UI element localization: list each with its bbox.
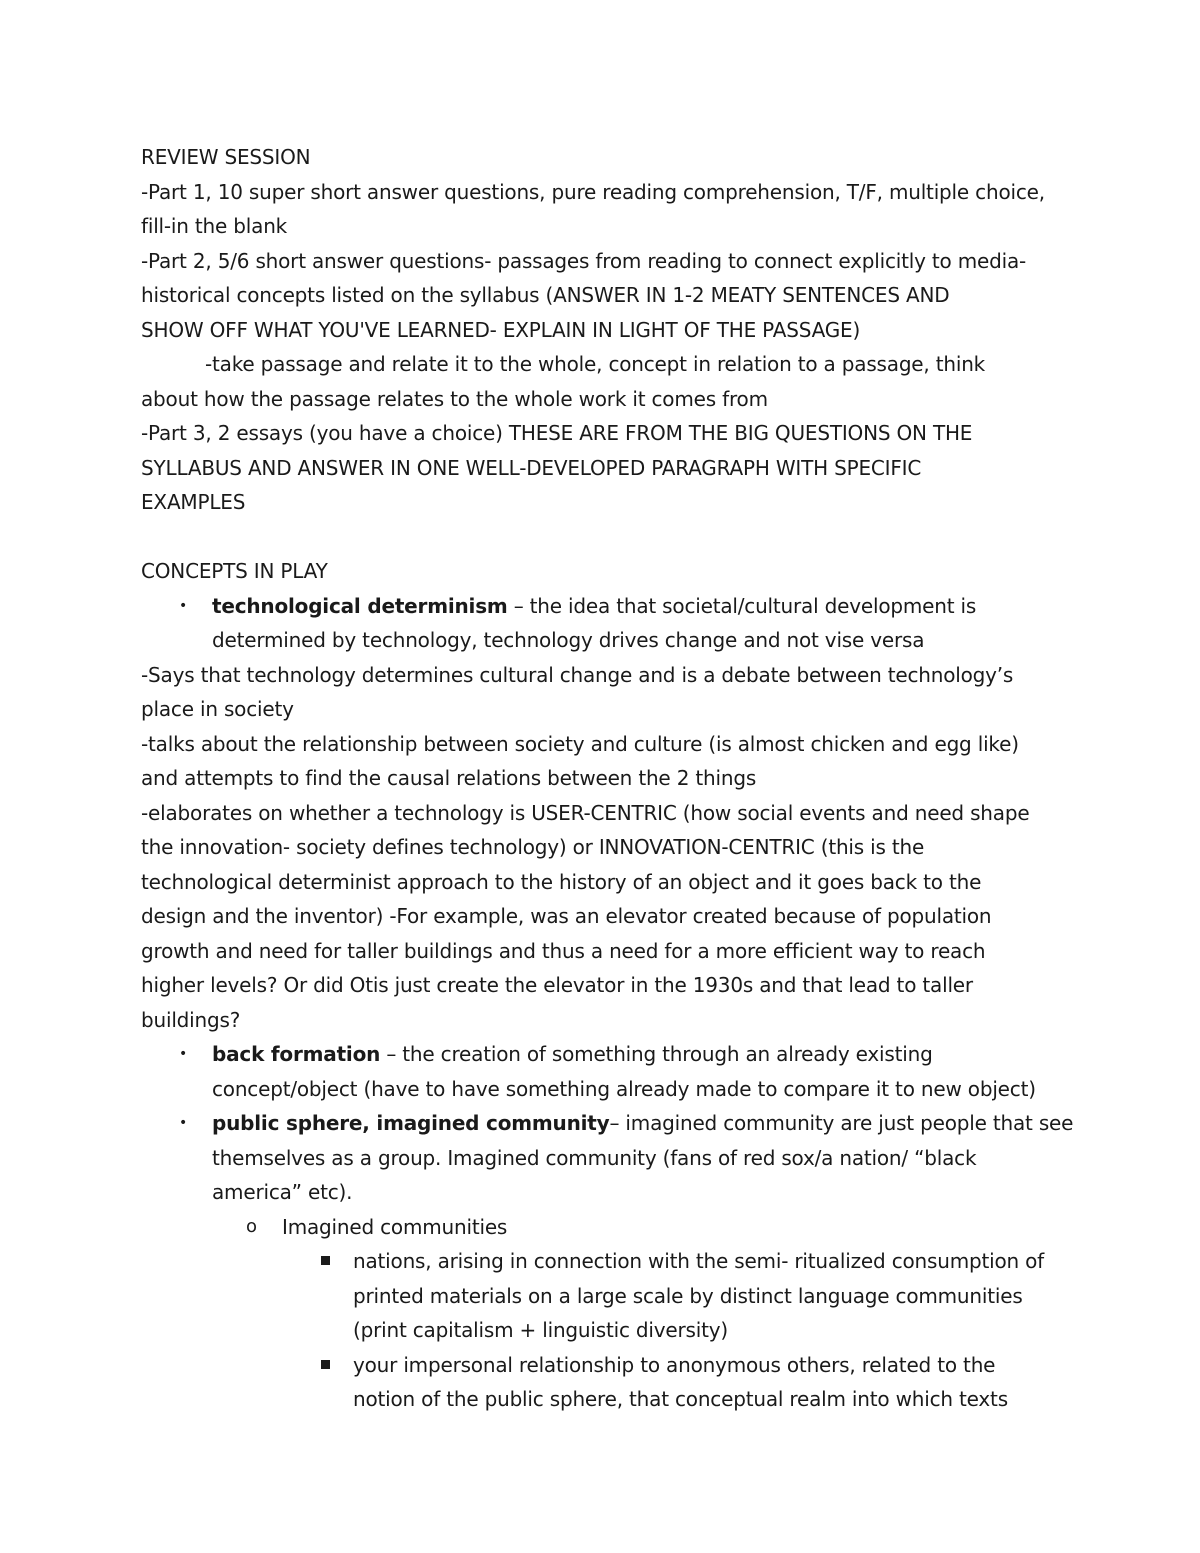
td-paragraph-3-line-5: growth and need for taller buildings and thus a need for a more efficient way to reach — [141, 938, 986, 963]
td-paragraph-2-line-2: and attempts to find the causal relations between the 2 things — [141, 766, 757, 790]
td-paragraph-1-line-1: -Says that technology determines cultural change and is a debate between technology’s — [141, 662, 1014, 687]
concepts-heading: CONCEPTS IN PLAY — [141, 559, 328, 583]
td-paragraph-3-line-4: design and the inventor) -For example, was an elevator created because of population — [141, 904, 992, 928]
item-text: your impersonal relationship to anonymous others, related to the — [353, 1352, 996, 1377]
term-technological-determinism: technological determinism — [212, 593, 508, 618]
review-heading: REVIEW SESSION — [141, 145, 311, 169]
item-continuation: printed materials on a large scale by distinct language communities — [353, 1283, 1023, 1308]
td-paragraph-3-line-3: technological determinist approach to the history of an object and it goes back to the — [141, 869, 982, 894]
circle-bullet-icon: o — [246, 1215, 257, 1237]
td-paragraph-3-line-7: buildings? — [141, 1007, 241, 1032]
item-text: nations, arising in connection with the semi- ritualized consumption of — [353, 1249, 1045, 1273]
definition-continuation: america” etc). — [212, 1180, 353, 1204]
square-bullet-item-1 — [141, 1244, 1061, 1279]
definition-text: – the creation of something through an already existing — [380, 1042, 933, 1066]
item-continuation: (print capitalism + linguistic diversity) — [353, 1318, 729, 1342]
bullet-back-formation — [141, 1037, 1061, 1072]
definition-continuation: themselves as a group. Imagined community (fans of red sox/a nation/ “black — [212, 1145, 977, 1170]
item-continuation: notion of the public sphere, that conceptual realm into which texts — [353, 1387, 1008, 1411]
part2-line-2: historical concepts listed on the syllabus (ANSWER IN 1-2 MEATY SENTENCES AND — [141, 283, 950, 307]
square-bullet-icon — [321, 1360, 330, 1369]
part2-line-1: -Part 2, 5/6 short answer questions- passages from reading to connect explicitly to media- — [141, 248, 1027, 273]
bullet-dot-icon: • — [179, 1046, 188, 1062]
part1-line-2: fill-in the blank — [141, 214, 288, 238]
square-bullet-item-2 — [141, 1348, 1061, 1383]
part3-line-2: SYLLABUS AND ANSWER IN ONE WELL-DEVELOPED PARAGRAPH WITH SPECIFIC — [141, 455, 922, 480]
definition-text: – imagined community are just people that see — [609, 1111, 1074, 1135]
part2-sub-line-2: about how the passage relates to the whole work it comes from — [141, 386, 768, 411]
square-bullet-icon — [321, 1256, 330, 1265]
term-public-sphere: public sphere, imagined community — [212, 1111, 610, 1135]
sub-bullet-imagined-communities — [141, 1210, 1061, 1245]
blank-line — [141, 520, 1061, 555]
td-paragraph-3-line-1: -elaborates on whether a technology is USER-CENTRIC (how social events and need shape — [141, 800, 1030, 825]
part2-sub-line-1: -take passage and relate it to the whole, concept in relation to a passage, think — [205, 352, 986, 376]
part2-line-3: SHOW OFF WHAT YOU'VE LEARNED- EXPLAIN IN LIGHT OF THE PASSAGE) — [141, 317, 861, 342]
bullet-public-sphere — [141, 1106, 1074, 1141]
part3-line-3: EXAMPLES — [141, 490, 246, 514]
definition-text: – the idea that societal/cultural development is — [507, 593, 977, 618]
part3-line-1: -Part 3, 2 essays (you have a choice) THESE ARE FROM THE BIG QUESTIONS ON THE — [141, 421, 973, 445]
bullet-dot-icon: • — [179, 597, 188, 614]
part1-line-1: -Part 1, 10 super short answer questions, pure reading comprehension, T/F, multiple choice, — [141, 179, 1045, 204]
bullet-dot-icon: • — [179, 1115, 188, 1131]
td-paragraph-1-line-2: place in society — [141, 697, 294, 721]
bullet-technological-determinism — [141, 589, 1061, 624]
definition-continuation: concept/object (have to have something already made to compare it to new object) — [212, 1076, 1036, 1101]
definition-continuation: determined by technology, technology drives change and not vise versa — [212, 628, 925, 652]
document-page — [141, 140, 1074, 1417]
td-paragraph-3-line-6: higher levels? Or did Otis just create the elevator in the 1930s and that lead to taller — [141, 973, 973, 997]
td-paragraph-3-line-2: the innovation- society defines technology) or INNOVATION-CENTRIC (this is the — [141, 835, 925, 859]
sub-bullet-label: Imagined communities — [282, 1214, 508, 1239]
term-back-formation: back formation — [212, 1042, 381, 1066]
td-paragraph-2-line-1: -talks about the relationship between society and culture (is almost chicken and egg like) — [141, 731, 1019, 756]
